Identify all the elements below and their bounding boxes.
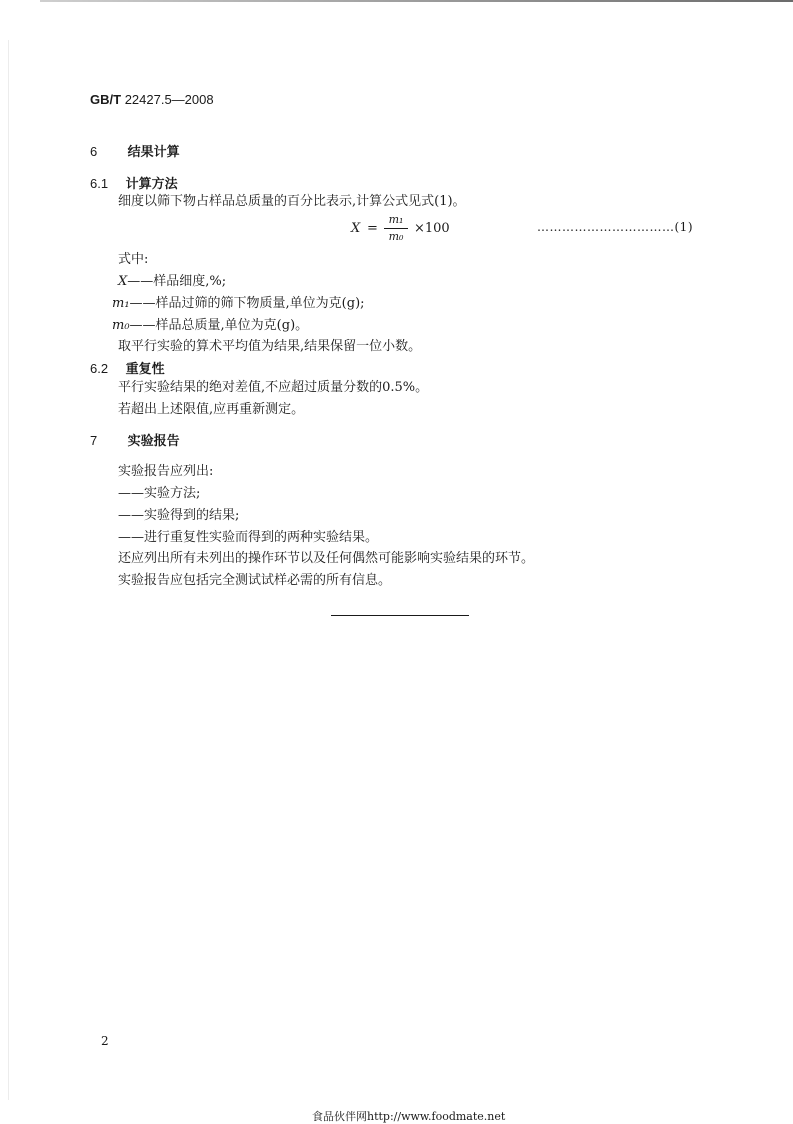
section-title: 计算方法: [125, 176, 178, 191]
standard-number: 22427.5—2008: [124, 92, 214, 107]
formula-number: ……………………………(1): [537, 220, 693, 234]
where-symbol: X: [118, 274, 128, 289]
standard-code: [90, 92, 214, 107]
scan-edge-left: [8, 40, 9, 1100]
scan-edge: [40, 0, 793, 2]
where-label: 式中:: [118, 252, 149, 267]
section-number: 6.1: [90, 176, 109, 191]
watermark: 食品伙伴网http://www.foodmate.net: [312, 1110, 506, 1123]
paragraph-line: 实验报告应列出:: [118, 464, 214, 479]
section-number: 6: [90, 144, 98, 159]
end-of-document-rule: [331, 615, 469, 616]
where-text: ——样品总质量,单位为克(g)。: [129, 318, 309, 333]
where-item: [118, 274, 226, 290]
list-item: ——实验方法;: [118, 486, 201, 501]
where-item: [112, 296, 365, 312]
where-symbol: m₁: [112, 296, 130, 311]
formula-lhs: X: [351, 221, 361, 236]
fraction-bar: [384, 228, 408, 229]
formula-fraction: [384, 213, 408, 244]
section-title: 结果计算: [127, 144, 180, 159]
where-item: [112, 318, 308, 334]
where-text: ——样品细度,%;: [127, 274, 227, 289]
paragraph-line: 平行实验结果的绝对差值,不应超过质量分数的0.5%。: [118, 380, 429, 395]
section-heading-7: [90, 433, 180, 449]
paragraph-line: 若超出上述限值,应再重新测定。: [118, 402, 305, 417]
section-heading-6-1: [90, 176, 178, 192]
formula-denominator: m₀: [388, 230, 404, 243]
paragraph-intro: 细度以筛下物占样品总质量的百分比表示,计算公式见式(1)。: [118, 194, 466, 209]
where-text: ——样品过筛的筛下物质量,单位为克(g);: [129, 296, 365, 311]
paragraph-line: 还应列出所有未列出的操作环节以及任何偶然可能影响实验结果的环节。: [118, 551, 535, 566]
section-number: 6.2: [90, 361, 109, 376]
section-title: 实验报告: [127, 433, 180, 448]
formula-numerator: m₁: [388, 213, 404, 226]
where-symbol: m₀: [112, 318, 130, 333]
section-heading-6: [90, 144, 180, 160]
formula-multiplier: ×100: [414, 221, 450, 236]
list-item: ——进行重复性实验而得到的两种实验结果。: [118, 530, 379, 545]
page-number: 2: [101, 1034, 109, 1048]
paragraph-line: 实验报告应包括完全测试试样必需的所有信息。: [118, 573, 392, 588]
section-number: 7: [90, 433, 98, 448]
section-heading-6-2: [90, 361, 165, 377]
section-title: 重复性: [125, 361, 165, 376]
standard-prefix: GB/T: [90, 92, 122, 107]
formula-equals: =: [367, 221, 378, 236]
paragraph-result-note: 取平行实验的算术平均值为结果,结果保留一位小数。: [118, 339, 422, 354]
list-item: ——实验得到的结果;: [118, 508, 240, 523]
